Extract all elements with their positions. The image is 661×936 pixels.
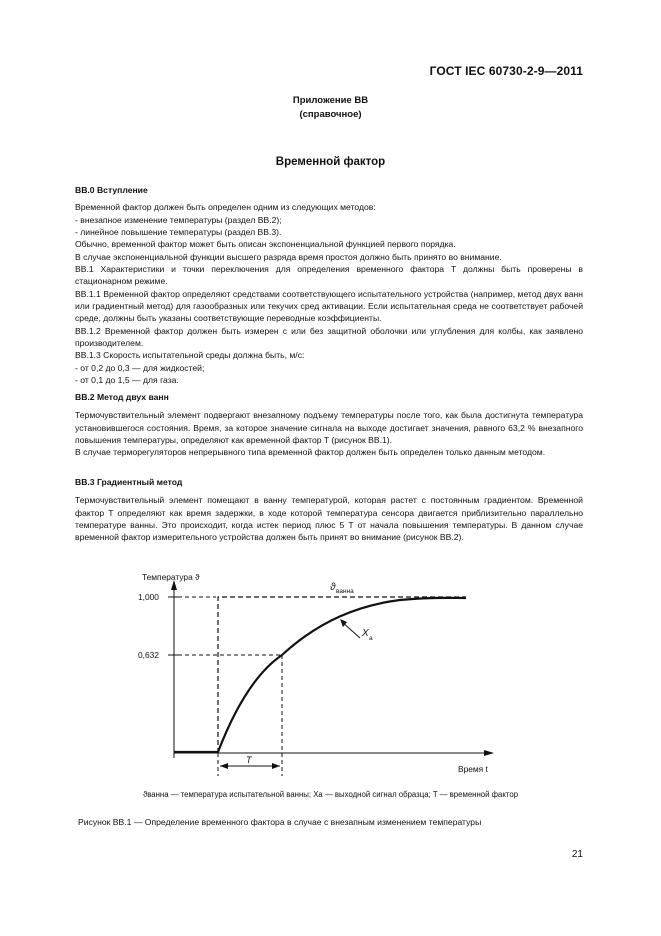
tick-label-top: 1,000 [138, 592, 159, 602]
tick-label-mid: 0,632 [138, 650, 159, 660]
paragraph: Временной фактор должен быть определен одним из следующих методов: [75, 202, 376, 213]
annex-heading [0, 94, 661, 122]
section-heading: ВВ.0 Вступление [75, 185, 148, 195]
interval-arrow-right-icon [272, 763, 280, 769]
list-item: - внезапное изменение температуры (раздел ВВ.2); [75, 214, 282, 225]
page-number: 21 [571, 849, 583, 860]
annex-title: Приложение ВВ [292, 95, 369, 106]
paragraph: ВВ.1.2 Временной фактор должен быть измерен с или без защитной оболочки или углубления для колбы, как заявлено производителем. [75, 325, 583, 349]
bath-label-sub: ванна [336, 588, 354, 595]
paragraph: В случае терморегуляторов непрерывного типа временной фактор должен быть определен только данным методом. [75, 447, 546, 458]
figure-legend: ϑванна — температура испытательной ванны; Xa — выходной сигнал образца; T — временной фактор [142, 790, 519, 799]
curve-label: X [362, 628, 369, 639]
y-axis-label: Температура ϑ [142, 572, 200, 582]
paragraph: ВВ.1.1 Временной фактор определяют средствами соответствующего испытательного устройства (например, метод двух ванн или градиентный метод) для газообразных или текучих сред активации. Если испытательная среда не соответствует рабочей среде, должны быть указаны соответствующие переводные коэффициенты. [75, 288, 583, 324]
section-heading: ВВ.3 Градиентный метод [75, 477, 183, 487]
section-title: Временной фактор [275, 156, 386, 168]
document-header: ГОСТ IEC 60730-2-9—2011 [429, 64, 583, 78]
interval-arrow-left-icon [220, 763, 228, 769]
list-item: - от 0,2 до 0,3 — для жидкостей; [75, 362, 205, 373]
bath-label: ϑ [330, 582, 336, 593]
section-two-bath [75, 391, 583, 459]
paragraph: Обычно, временной фактор может быть описан экспоненциальной функцией первого порядка. [75, 239, 456, 250]
section-heading: ВВ.2 Метод двух ванн [75, 392, 169, 402]
x-axis-label: Время t [458, 764, 488, 774]
list-item: - от 0,1 до 1,5 — для газа. [75, 375, 179, 386]
section-intro [75, 184, 583, 387]
figure-caption: Рисунок ВВ.1 — Определение временного фактора в случае с внезапным изменением температуры [78, 817, 482, 827]
x-axis-arrow-icon [484, 750, 494, 756]
curve-label-sub: a [369, 635, 373, 642]
paragraph: ВВ.1 Характеристики и точки переключения для определения временного фактора T должны быть проверены в стационарном режиме. [75, 264, 583, 287]
paragraph: ВВ.1.3 Скорость испытательной среды должна быть, м/с: [75, 350, 305, 361]
figure-bb1 [0, 560, 661, 785]
paragraph: В случае экспоненциальной функции высшего разряда время простоя должно быть принято во внимание. [75, 251, 502, 262]
section-gradient [75, 476, 583, 544]
interval-label: T [246, 755, 252, 765]
list-item: - линейное повышение температуры (раздел ВВ.3). [75, 227, 282, 238]
paragraph: Термочувствительный элемент помещают в ванну температурой, которая растет с постоянным градиентом. Временной фактор T определяют как время задержки, в ходе которой температура сенсора двигается приблизительно параллельно температуре ванны. Это происходит, когда истек период плюс 5 T от начала повышения температуры. В данном случае временной фактор измерительного устройства должен быть принят во внимание (рисунок ВВ.2). [75, 495, 583, 543]
annex-subtitle: (справочное) [299, 109, 362, 120]
paragraph: Термочувствительный элемент подвергают внезапному подъему температуры после того, как была достигнута температура установившегося состояния. Время, за которое значение сигнала на выходе достигает значения, равного 63,2 % внезапного повышения температуры, определяют как временной фактор T (рисунок ВВ.1). [75, 410, 583, 446]
